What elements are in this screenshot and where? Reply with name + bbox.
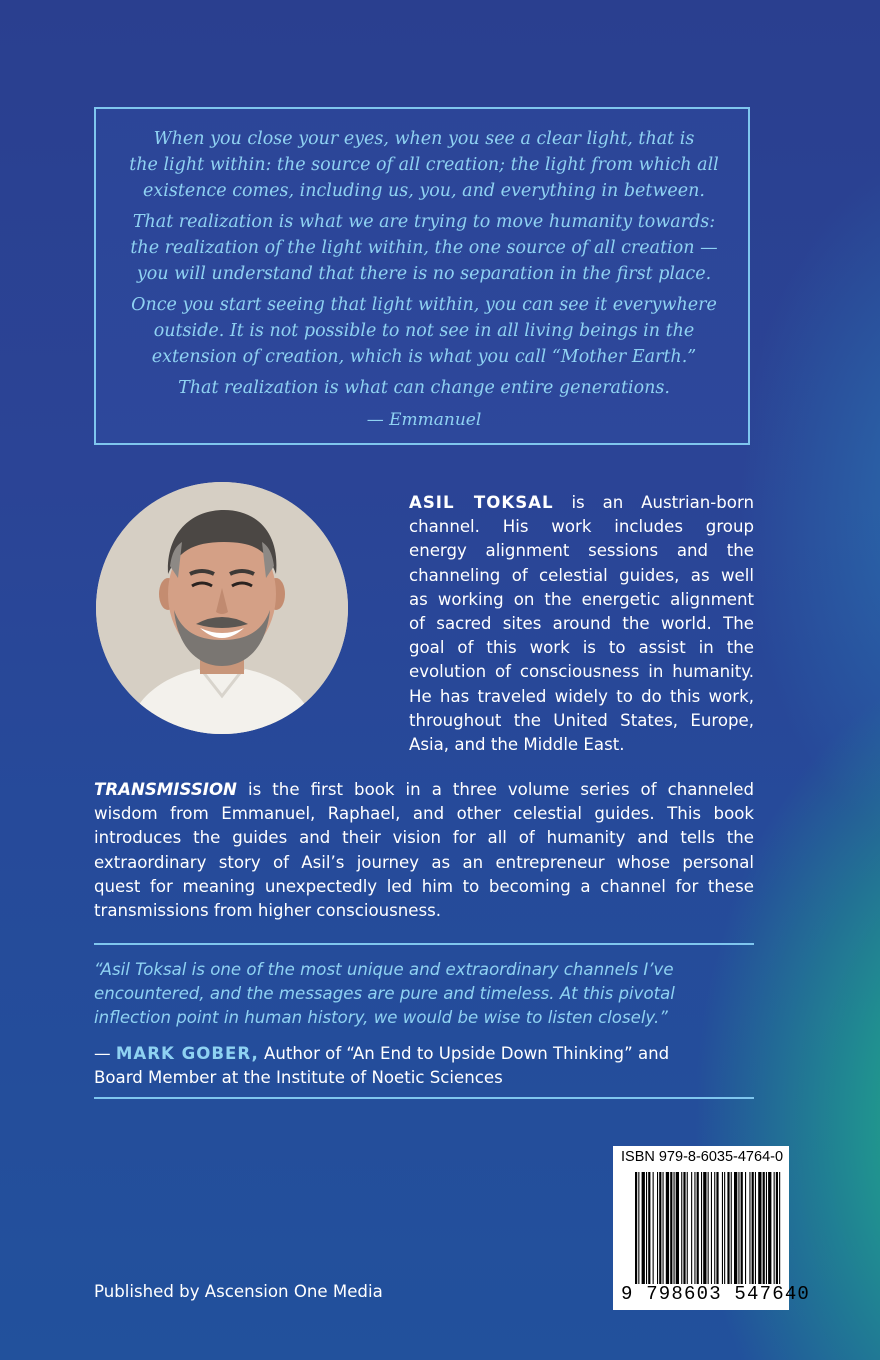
barcode-bar bbox=[714, 1172, 715, 1284]
barcode-bar bbox=[642, 1172, 645, 1284]
barcode-bar bbox=[763, 1172, 765, 1284]
barcode-bar bbox=[731, 1172, 732, 1284]
author-name: ASIL TOKSAL bbox=[409, 493, 554, 512]
quote-line: That realization is what can change entire generations. bbox=[178, 378, 670, 398]
barcode-bar bbox=[674, 1172, 675, 1284]
barcode-bar bbox=[697, 1172, 699, 1284]
barcode-bar bbox=[683, 1172, 685, 1284]
divider-bottom bbox=[94, 1097, 754, 1099]
barcode-bar bbox=[722, 1172, 723, 1284]
barcode-bar bbox=[687, 1172, 688, 1284]
book-description-line: transmissions from higher consciousness. bbox=[94, 901, 442, 920]
author-bio-line: energy alignment sessions and the bbox=[409, 541, 754, 560]
barcode-bar bbox=[670, 1172, 672, 1284]
barcode-bar bbox=[708, 1172, 709, 1284]
quote-line: the light within: the source of all creation; the light from which all bbox=[129, 155, 719, 175]
author-portrait-illustration bbox=[96, 482, 348, 734]
book-title: TRANSMISSION bbox=[94, 780, 237, 799]
author-bio-line: channeling of celestial guides, as well bbox=[409, 566, 754, 585]
barcode-bar bbox=[766, 1172, 767, 1284]
barcode-bar bbox=[663, 1172, 664, 1284]
author-bio-line: channel. His work includes group bbox=[409, 517, 754, 536]
barcode-bar bbox=[768, 1172, 771, 1284]
quote-line: When you close your eyes, when you see a clear light, that is bbox=[153, 129, 695, 149]
author-bio-line: He has traveled widely to do this work, bbox=[409, 687, 754, 706]
barcode-bar bbox=[653, 1172, 654, 1284]
quote-line: extension of creation, which is what you call “Mother Earth.” bbox=[151, 347, 697, 367]
barcode-bar bbox=[755, 1172, 756, 1284]
book-description-line: extraordinary story of Asil’s journey as an entrepreneur whose personal bbox=[94, 853, 754, 872]
barcode-bar bbox=[738, 1172, 739, 1284]
barcode-bar bbox=[691, 1172, 692, 1284]
barcode-bar bbox=[711, 1172, 712, 1284]
endorsement-attribution-line2: Board Member at the Institute of Noetic Sciences bbox=[94, 1068, 503, 1087]
barcode-bar bbox=[752, 1172, 754, 1284]
barcode-bar bbox=[666, 1172, 669, 1284]
author-bio-line: goal of this work is to assist in the bbox=[409, 638, 754, 657]
isbn-label: ISBN 979-8-6035-4764-0 bbox=[621, 1149, 784, 1165]
book-description-line: wisdom from Emmanuel, Raphael, and other celestial guides. This book bbox=[94, 804, 754, 823]
barcode-bar bbox=[716, 1172, 718, 1284]
quote-line: That realization is what we are trying to move humanity towards: bbox=[132, 212, 716, 232]
barcode-bar bbox=[635, 1172, 637, 1284]
barcode-bar bbox=[741, 1172, 743, 1284]
barcode-bar bbox=[648, 1172, 650, 1284]
quote-box bbox=[94, 107, 750, 445]
barcode-bar bbox=[659, 1172, 661, 1284]
barcode-bar bbox=[727, 1172, 729, 1284]
barcode-bar bbox=[734, 1172, 737, 1284]
divider-top bbox=[94, 943, 754, 945]
barcode-bar bbox=[676, 1172, 679, 1284]
barcode-bar bbox=[774, 1172, 775, 1284]
quote-attribution: — Emmanuel bbox=[366, 410, 482, 430]
quote-line: outside. It is not possible to not see in all living beings in the bbox=[153, 321, 695, 341]
barcode-bar bbox=[703, 1172, 706, 1284]
barcode-bar bbox=[779, 1172, 780, 1284]
author-bio-line: Asia, and the Middle East. bbox=[409, 735, 625, 754]
barcode-bar bbox=[745, 1172, 746, 1284]
quote-line: existence comes, including us, you, and everything in between. bbox=[143, 181, 705, 201]
isbn-barcode bbox=[613, 1146, 811, 1310]
barcode-bar bbox=[724, 1172, 725, 1284]
endorsement-line: encountered, and the messages are pure and timeless. At this pivotal bbox=[94, 984, 675, 1003]
author-bio-line: ASIL TOKSAL is an Austrian-born bbox=[409, 493, 754, 512]
endorsement-line: inflection point in human history, we would be wise to listen closely.” bbox=[94, 1008, 668, 1027]
quote-line: the realization of the light within, the one source of all creation — bbox=[130, 238, 718, 258]
endorsement-attribution: — MARK GOBER, Author of “An End to Upside Down Thinking” and bbox=[94, 1044, 670, 1063]
barcode-bar bbox=[701, 1172, 702, 1284]
barcode-bars bbox=[635, 1172, 781, 1284]
barcode-bar bbox=[758, 1172, 761, 1284]
barcode-bar bbox=[638, 1172, 639, 1284]
isbn-digits: 9 798603 547640 bbox=[621, 1283, 811, 1305]
barcode-bar bbox=[749, 1172, 750, 1284]
book-description-line: introduces the guides and their vision for all of humanity and tells the bbox=[94, 828, 754, 847]
author-bio-line: throughout the United States, Europe, bbox=[409, 711, 754, 730]
quote-line: Once you start seeing that light within, you can see it everywhere bbox=[131, 295, 717, 315]
barcode-bar bbox=[657, 1172, 658, 1284]
quote-line: you will understand that there is no separation in the first place. bbox=[136, 264, 712, 284]
barcode-bar bbox=[694, 1172, 695, 1284]
publisher-credit: Published by Ascension One Media bbox=[94, 1282, 383, 1301]
barcode-bar bbox=[681, 1172, 682, 1284]
book-description-line: quest for meaning unexpectedly led him to becoming a channel for these bbox=[94, 877, 754, 896]
author-photo bbox=[96, 482, 348, 734]
book-description-line: TRANSMISSION is the first book in a three volume series of channeled bbox=[94, 780, 754, 799]
barcode-bar bbox=[776, 1172, 778, 1284]
barcode-bar bbox=[646, 1172, 647, 1284]
author-bio-line: of sacred sites around the world. The bbox=[409, 614, 754, 633]
endorsement-line: “Asil Toksal is one of the most unique and extraordinary channels I’ve bbox=[94, 960, 674, 979]
endorser-name: MARK GOBER, bbox=[115, 1044, 259, 1063]
author-bio-line: as working on the energetic alignment bbox=[409, 590, 754, 609]
author-bio-line: evolution of consciousness in humanity. bbox=[409, 662, 754, 681]
